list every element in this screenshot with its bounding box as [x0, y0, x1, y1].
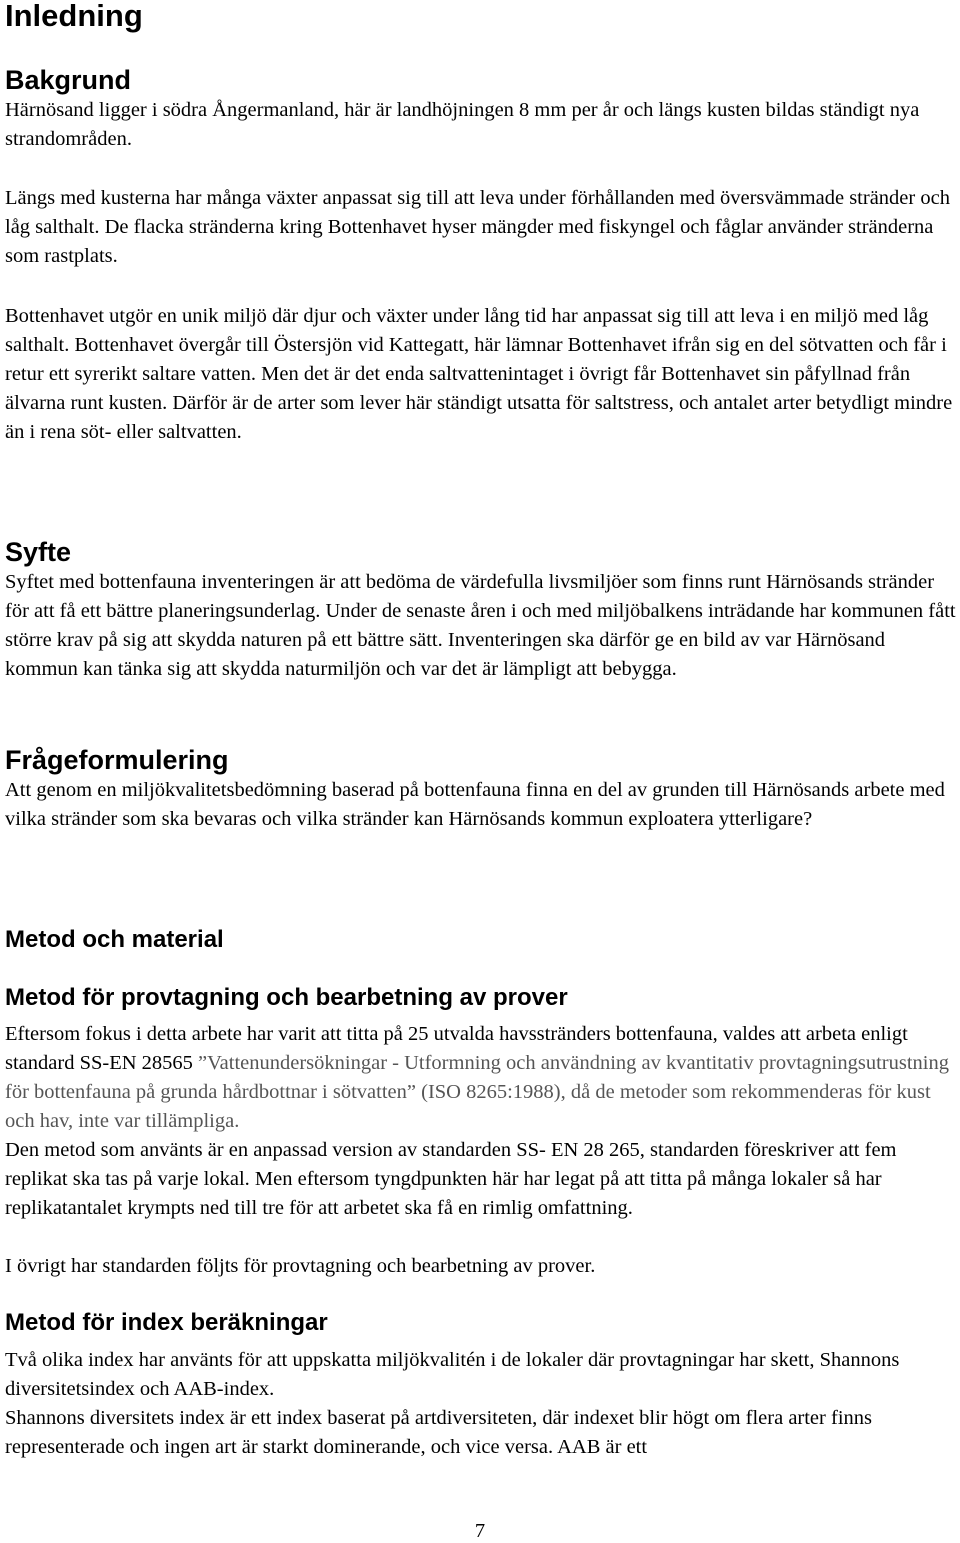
- paragraph-index-2: Shannons diversitets index är ett index baserat på artdiversiteten, där indexet blir högt om flera arter finns representerade och ingen art är starkt dominerande, och vice versa. AAB är ett: [5, 1407, 872, 1458]
- paragraph-provtagning-1-start: Eftersom fokus i detta arbete har varit att titta på 25 utvalda havsstränders bottenfauna, valdes att arbeta enligt standard SS-EN 28565: [5, 1023, 908, 1074]
- heading-metod-provtagning: Metod för provtagning och bearbetning av prover: [5, 984, 568, 1011]
- heading-metod-index: Metod för index beräkningar: [5, 1309, 328, 1336]
- heading-frageformulering: Frågeformulering: [5, 745, 229, 775]
- standard-title-quote: ”Vattenundersökningar - Utformning och användning av kvantitativ provtagningsutrustning för bottenfauna på grunda hårdbottnar i sötvatten” (ISO 8265:1988), då de metoder som rekommenderas för kust och hav, inte var tillämpliga.: [5, 1052, 949, 1132]
- heading-metod-och-material: Metod och material: [5, 926, 224, 953]
- heading-bakgrund: Bakgrund: [5, 65, 132, 95]
- paragraph-index-1: Två olika index har använts för att uppskatta miljökvalitén i de lokaler där provtagningar har skett, Shannons diversitetsindex och AAB-index.: [5, 1349, 900, 1400]
- paragraph-provtagning-2: Den metod som använts är en anpassad version av standarden SS- EN 28 265, standarden föreskriver att fem replikat ska tas på varje lokal. Men eftersom tyngdpunkten här har legat på att titta på många lokaler så har replikatantalet krympts ned till tre för att arbetet ska få en rimlig omfattning.: [5, 1139, 897, 1219]
- paragraph-bakgrund-3: Bottenhavet utgör en unik miljö där djur och växter under lång tid har anpassat sig till att leva i en miljö med låg salthalt. Bottenhavet övergår till Östersjön vid Kattegatt, här lämnar Bottenhavet ifrån sig en del sötvatten och får i retur ett syrerikt saltare vatten. Men det är det enda saltvattenintaget i övrigt får Bottenhavet sin påfyllnad från älvarna runt kusten. Därför är de arter som lever här ständigt utsatta för saltstress, och antalet arter betydligt mindre än i rena söt- eller saltvatten.: [5, 305, 953, 443]
- page-number: 7: [474, 1520, 486, 1542]
- heading-syfte: Syfte: [5, 537, 72, 567]
- paragraph-provtagning-3: I övrigt har standarden följts för provtagning och bearbetning av prover.: [5, 1255, 596, 1277]
- heading-inledning: Inledning: [5, 0, 143, 33]
- paragraph-syfte: Syftet med bottenfauna inventeringen är att bedöma de värdefulla livsmiljöer som finns runt Härnösands stränder för att få ett bättre planeringsunderlag. Under de senaste åren i och med miljöbalkens inträdande har kommunen fått större krav på sig att skydda naturen på ett bättre sätt. Inventeringen ska därför ge en bild av var Härnösand kommun kan tänka sig att skydda naturmiljön och var det är lämpligt att bebygga.: [5, 571, 956, 680]
- paragraph-provtagning-1: [5, 1020, 957, 1136]
- paragraph-bakgrund-1: Härnösand ligger i södra Ångermanland, här är landhöjningen 8 mm per år och längs kusten bildas ständigt nya strandområden.: [5, 99, 920, 150]
- paragraph-frageformulering: Att genom en miljökvalitetsbedömning baserad på bottenfauna finna en del av grunden till Härnösands arbete med vilka stränder som ska bevaras och vilka stränder kan Härnösands kommun exploatera ytterligare?: [5, 779, 945, 830]
- paragraph-bakgrund-2: Längs med kusterna har många växter anpassat sig till att leva under förhållanden med översvämmade stränder och låg salthalt. De flacka stränderna kring Bottenhavet hyser mängder med fiskyngel och fåglar använder stränderna som rastplats.: [5, 187, 950, 267]
